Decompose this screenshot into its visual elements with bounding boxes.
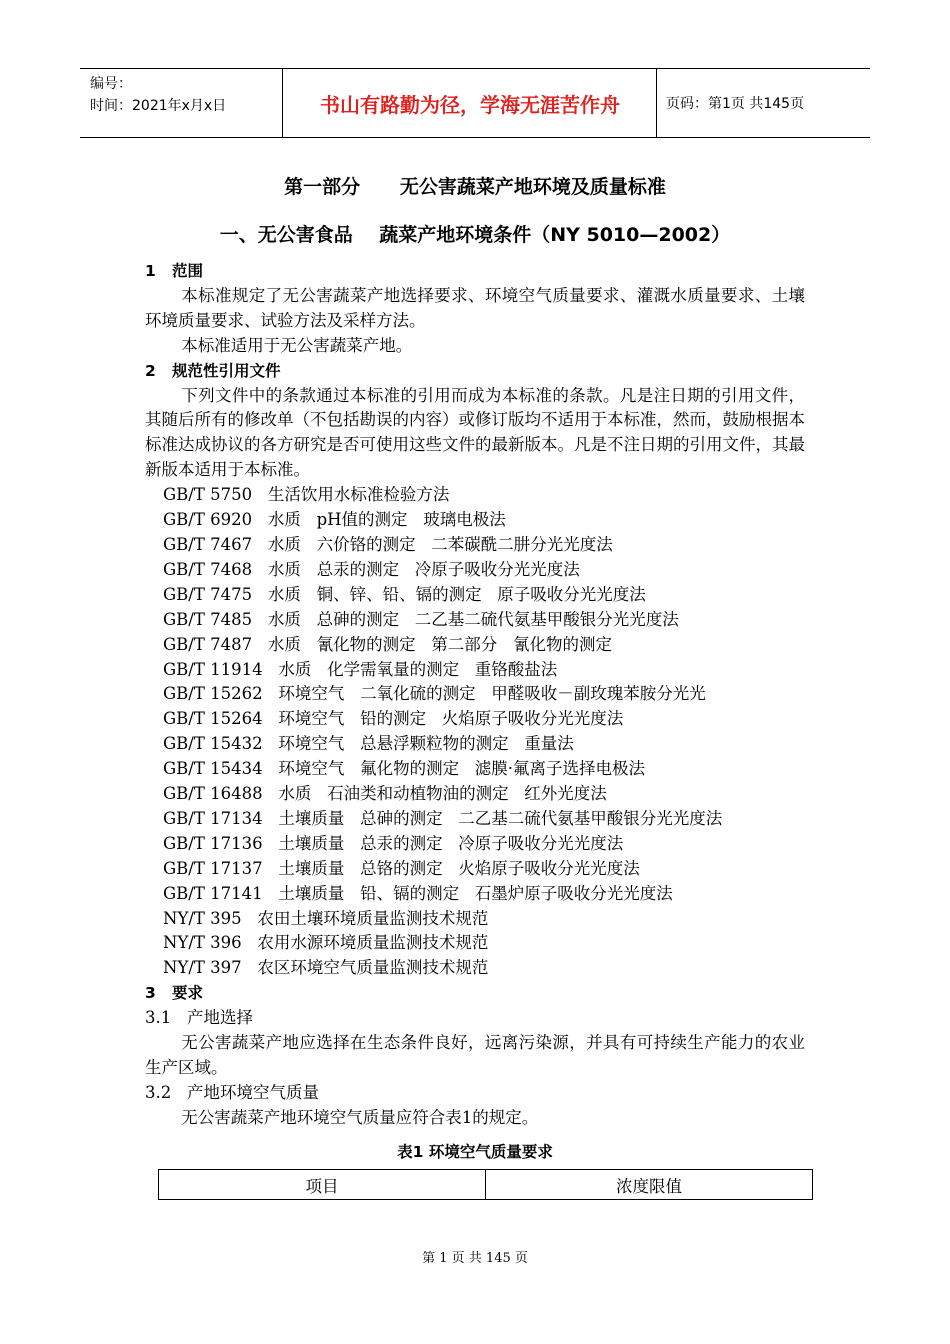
reference-item: GB/T 15262 环境空气 二氧化硫的测定 甲醛吸收－副玫瑰苯胺分光光	[163, 684, 706, 704]
header-time-label: 时间：2021年x月x日	[90, 98, 227, 114]
reference-item: GB/T 7467 水质 六价铬的测定 二苯碳酰二肼分光光度法	[163, 534, 613, 554]
part-title: 第一部分 无公害蔬菜产地环境及质量标准	[284, 176, 666, 198]
section-heading-scope: 1 范围	[145, 262, 203, 280]
paragraph: 无公害蔬菜产地环境空气质量应符合表1的规定。	[181, 1107, 539, 1127]
table-header-limit: 浓度限值	[485, 1170, 812, 1199]
page-footer: 第 1 页 共 145 页	[422, 1251, 528, 1266]
header-meta	[90, 73, 280, 117]
reference-item: GB/T 15264 环境空气 铅的测定 火焰原子吸收分光光度法	[163, 709, 624, 729]
subsection-heading: 3.1 产地选择	[145, 1008, 253, 1028]
reference-item: GB/T 15432 环境空气 总悬浮颗粒物的测定 重量法	[163, 734, 574, 754]
air-quality-table	[158, 1169, 813, 1200]
header-divider	[656, 69, 657, 137]
reference-item: GB/T 17137 土壤质量 总铬的测定 火焰原子吸收分光光度法	[163, 858, 640, 878]
reference-item: GB/T 15434 环境空气 氟化物的测定 滤膜·氟离子选择电极法	[163, 759, 646, 779]
reference-item: GB/T 16488 水质 石油类和动植物油的测定 红外光度法	[163, 784, 607, 804]
reference-item: GB/T 7475 水质 铜、锌、铅、镉的测定 原子吸收分光光度法	[163, 584, 646, 604]
paragraph: 无公害蔬菜产地应选择在生态条件良好，远离污染源，并具有可持续生产能力的农业生产区域。	[145, 1033, 805, 1077]
paragraph: 本标准适用于无公害蔬菜产地。	[181, 335, 413, 355]
header-motto: 书山有路勤为径，学海无涯苦作舟	[320, 92, 620, 117]
reference-item: NY/T 396 农用水源环境质量监测技术规范	[163, 933, 489, 953]
reference-item: NY/T 397 农区环境空气质量监测技术规范	[163, 958, 489, 978]
reference-item: NY/T 395 农田土壤环境质量监测技术规范	[163, 908, 489, 928]
header-number-label: 编号：	[90, 76, 132, 92]
header-table	[80, 68, 870, 138]
reference-item: GB/T 17141 土壤质量 铅、镉的测定 石墨炉原子吸收分光光度法	[163, 883, 673, 903]
reference-item: GB/T 7485 水质 总砷的测定 二乙基二硫代氨基甲酸银分光光度法	[163, 609, 679, 629]
reference-item: GB/T 17136 土壤质量 总汞的测定 冷原子吸收分光光度法	[163, 833, 624, 853]
section-title: 一、无公害食品 蔬菜产地环境条件（NY 5010—2002）	[219, 224, 731, 246]
reference-item: GB/T 11914 水质 化学需氧量的测定 重铬酸盐法	[163, 659, 558, 679]
header-page-info: 页码：第1页 共145页	[666, 96, 805, 112]
paragraph: 本标准规定了无公害蔬菜产地选择要求、环境空气质量要求、灌溉水质量要求、土壤环境质量要求、试验方法及采样方法。	[145, 285, 805, 330]
reference-item: GB/T 7487 水质 氰化物的测定 第二部分 氰化物的测定	[163, 634, 613, 654]
table-header-item: 项目	[305, 1176, 339, 1196]
reference-item: GB/T 17134 土壤质量 总砷的测定 二乙基二硫代氨基甲酸银分光光度法	[163, 808, 723, 828]
section-heading-references: 2 规范性引用文件	[145, 361, 281, 380]
reference-list	[145, 483, 805, 981]
subsection-heading: 3.2 产地环境空气质量	[145, 1082, 319, 1102]
document-body	[145, 259, 805, 1131]
section-heading-requirements: 3 要求	[145, 984, 203, 1003]
reference-item: GB/T 7468 水质 总汞的测定 冷原子吸收分光光度法	[163, 559, 580, 579]
table-caption: 表1 环境空气质量要求	[397, 1143, 553, 1161]
reference-item: GB/T 6920 水质 pH值的测定 玻璃电极法	[163, 510, 506, 530]
reference-item: GB/T 5750 生活饮用水标准检验方法	[163, 485, 450, 505]
header-divider	[282, 69, 283, 137]
paragraph: 下列文件中的条款通过本标准的引用而成为本标准的条款。凡是注日期的引用文件，其随后所有的修改单（不包括勘误的内容）或修订版均不适用于本标准，然而，鼓励根据本标准达成协议的各方研究是否可使用这些文件的最新版本。凡是不注日期的引用文件，其最新版本适用于本标准。	[145, 385, 805, 480]
